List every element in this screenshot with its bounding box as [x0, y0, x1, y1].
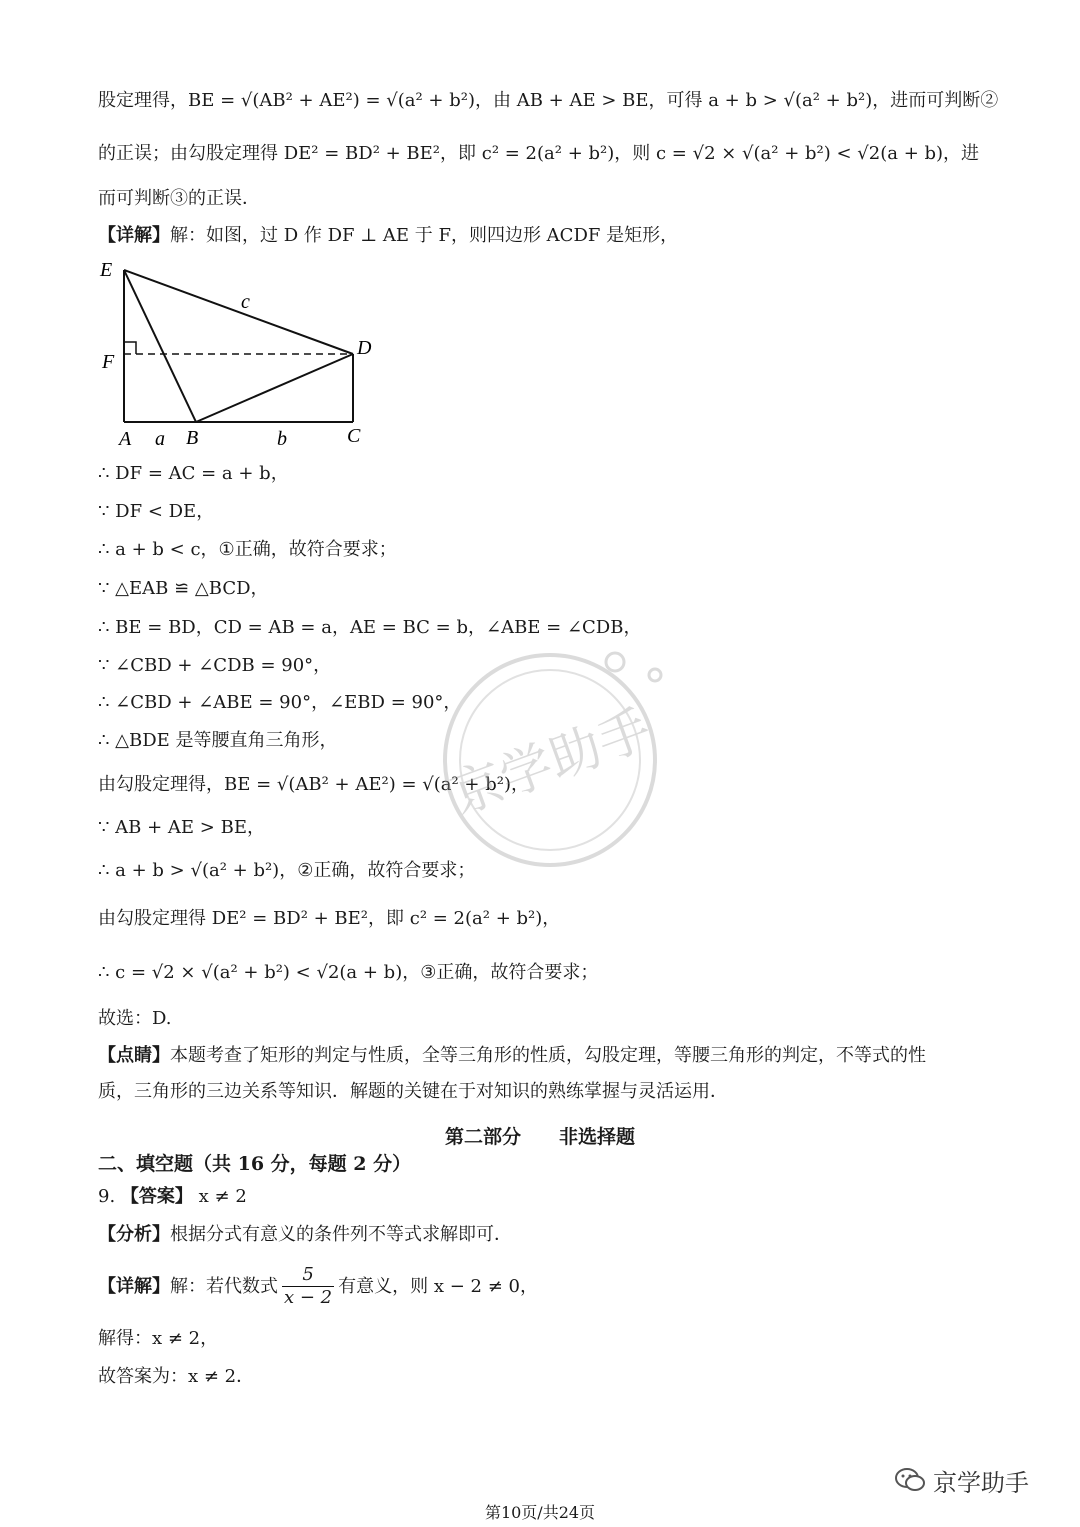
wechat-icon [895, 1467, 925, 1493]
q9-detail [98, 1266, 538, 1307]
q9-detail-tag: 【详解】 [98, 1275, 170, 1297]
step-7: ∴ ∠CBD + ∠ABE = 90°，∠EBD = 90°， [98, 692, 462, 713]
q9-fraction-numerator: 5 [302, 1264, 314, 1285]
step-3: ∴ a + b < c，①正确，故符合要求； [98, 539, 397, 560]
wechat-label: 京学助手 [933, 1468, 1029, 1497]
comment-tag: 【点睛】 [98, 1045, 170, 1066]
q9-analysis-tag: 【分析】 [98, 1224, 170, 1245]
step-13: ∴ c = √2 × √(a² + b²) < √2(a + b)，③正确，故符合要求； [98, 962, 599, 983]
label-E: E [100, 259, 113, 281]
q9-analysis-text: 根据分式有意义的条件列不等式求解即可． [170, 1224, 512, 1245]
comment-line-1 [98, 1047, 926, 1065]
label-A: A [119, 428, 132, 450]
label-B: B [186, 427, 199, 449]
right-angle-mark [124, 342, 136, 354]
comment-text: 本题考查了矩形的判定与性质，全等三角形的性质，勾股定理，等腰三角形的判定，不等式的性 [170, 1045, 926, 1066]
comment-line-2: 质，三角形的三边关系等知识．解题的关键在于对知识的熟练掌握与灵活运用． [98, 1081, 728, 1102]
label-a: a [155, 428, 165, 450]
q9-fraction-denominator: x − 2 [284, 1287, 333, 1308]
q9-final: 故答案为：x ≠ 2． [98, 1366, 255, 1387]
q9-analysis [98, 1226, 512, 1244]
step-6: ∵ ∠CBD + ∠CDB = 90°， [98, 655, 332, 676]
q9-answer [98, 1188, 247, 1206]
step-12: 由勾股定理得 DE² = BD² + BE²，即 c² = 2(a² + b²)， [98, 908, 561, 929]
q9-detail-post: 有意义，则 x − 2 ≠ 0， [338, 1275, 538, 1297]
analysis-line-3: 而可判断③的正误． [98, 188, 260, 209]
section-title: 第二部分 非选择题 [444, 1126, 635, 1148]
q9-fraction [282, 1266, 334, 1307]
label-b: b [277, 428, 287, 450]
step-5: ∴ BE = BD，CD = AB = a，AE = BC = b，∠ABE = ∠CDB， [98, 617, 642, 638]
wechat-badge [895, 1460, 1029, 1500]
step-10: ∵ AB + AE > BE， [98, 817, 265, 838]
q9-detail-pre: 解：若代数式 [170, 1275, 278, 1297]
q9-solution: 解得：x ≠ 2， [98, 1328, 219, 1349]
detail-tag: 【详解】 [98, 225, 170, 246]
label-D: D [357, 337, 372, 359]
detail-intro [98, 227, 678, 245]
segment-BD [196, 354, 353, 422]
step-1: ∴ DF = AC = a + b， [98, 463, 289, 484]
step-11: ∴ a + b > √(a² + b²)，②正确，故符合要求； [98, 860, 476, 881]
step-2: ∵ DF < DE， [98, 501, 215, 522]
geometry-figure [95, 258, 395, 458]
analysis-line-1: 股定理得，BE = √(AB² + AE²) = √(a² + b²)，由 AB + AE > BE，可得 a + b > √(a² + b²)，进而可判断② [98, 90, 999, 111]
step-14: 故选：D. [98, 1008, 172, 1029]
analysis-line-2: 的正误；由勾股定理得 DE² = BD² + BE²，即 c² = 2(a² + b²)，则 c = √2 × √(a² + b²) < √2(a + b)，进 [98, 143, 980, 164]
label-F: F [102, 351, 115, 373]
q9-answer-value: x ≠ 2 [198, 1186, 247, 1207]
label-c: c [241, 291, 250, 313]
detail-text: 解：如图，过 D 作 DF ⊥ AE 于 F，则四边形 ACDF 是矩形， [170, 225, 679, 246]
step-9: 由勾股定理得，BE = √(AB² + AE²) = √(a² + b²)， [98, 774, 529, 795]
watermark-text: 京学助手 [443, 699, 660, 827]
step-4: ∵ △EAB ≌ △BCD， [98, 578, 269, 599]
step-8: ∴ △BDE 是等腰直角三角形， [98, 730, 338, 751]
page-footer: 第10页/共24页 [484, 1503, 596, 1522]
q9-number: 9. [98, 1186, 116, 1207]
label-C: C [347, 425, 361, 447]
subsection-title: 二、填空题（共 16 分，每题 2 分） [98, 1153, 412, 1175]
watermark-seal [430, 640, 670, 880]
q9-answer-tag: 【答案】 [120, 1186, 193, 1207]
